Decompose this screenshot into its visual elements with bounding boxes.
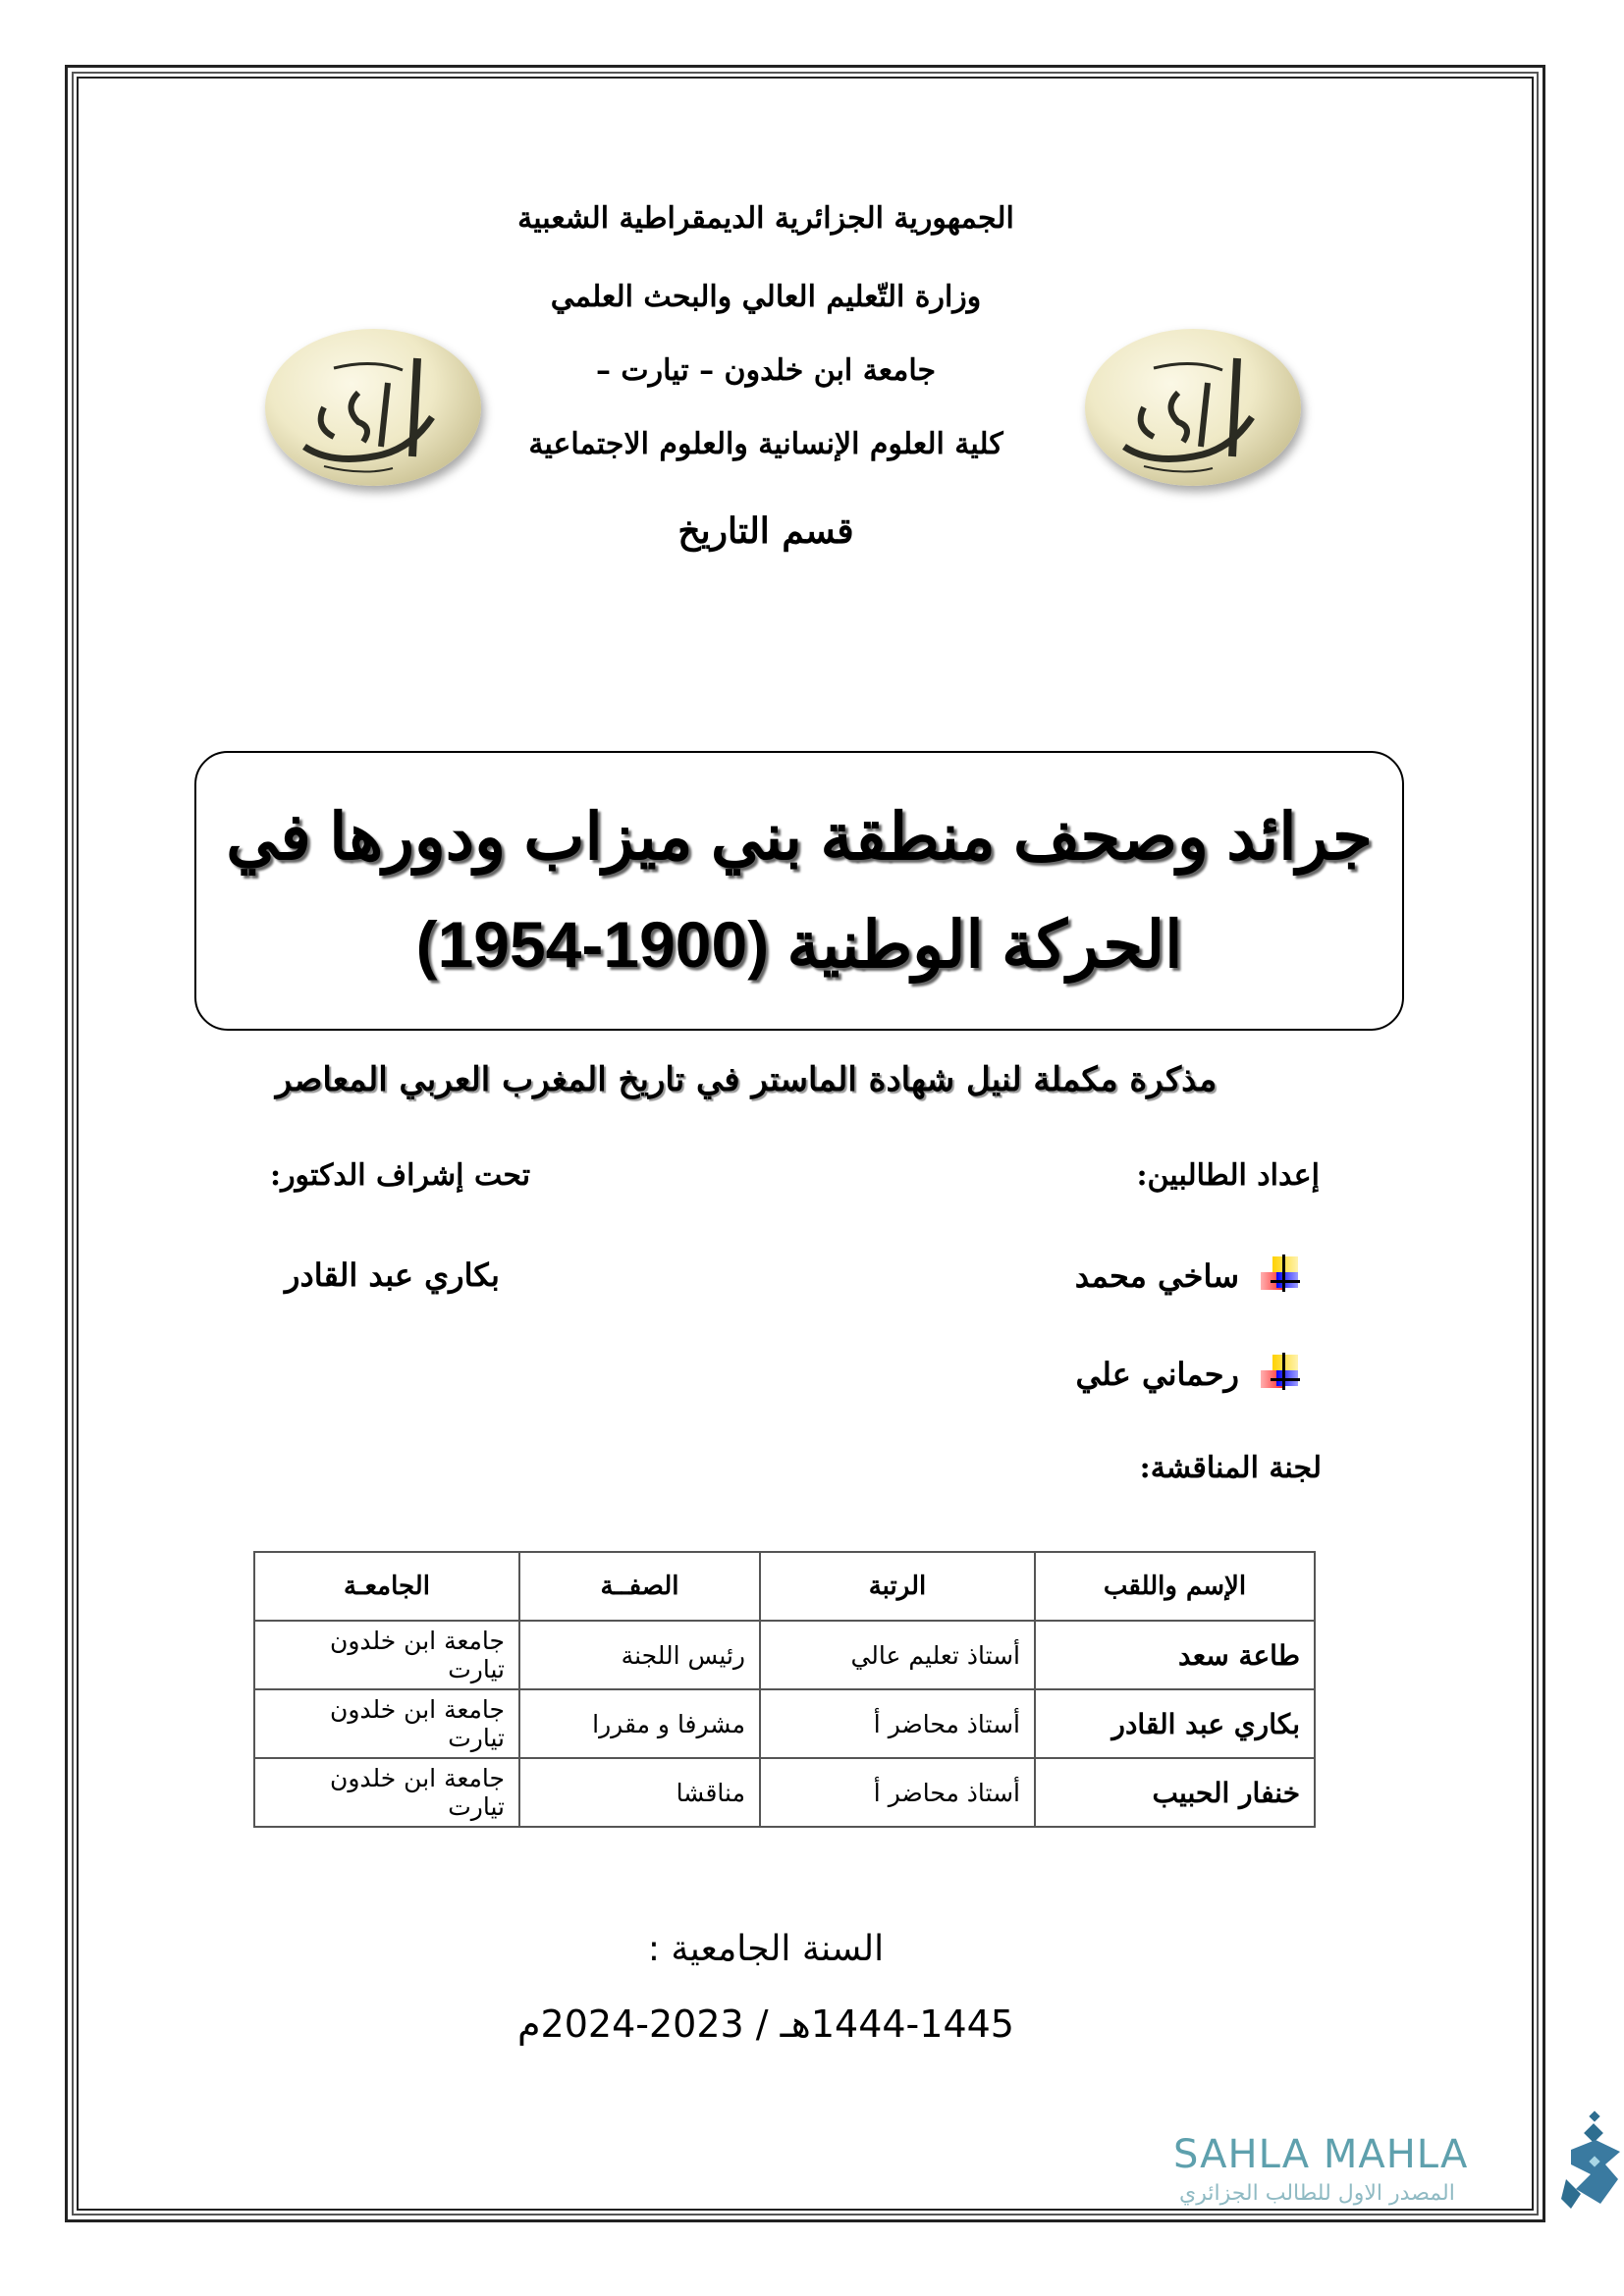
member-role: مشرفا و مقررا	[519, 1689, 760, 1758]
faculty-heading: كلية العلوم الإنسانية والعلوم الاجتماعية	[528, 427, 1003, 461]
member-rank: أستاذ محاضر أ	[760, 1758, 1035, 1827]
member-rank: أستاذ محاضر أ	[760, 1689, 1035, 1758]
student-item	[1075, 1355, 1300, 1394]
student-name: ساخي محمد	[1074, 1257, 1239, 1295]
table-row	[254, 1689, 1315, 1758]
university-heading: جامعة ابن خلدون – تيارت –	[595, 353, 937, 388]
member-university: جامعة ابن خلدون تيارت	[254, 1758, 519, 1827]
colored-cross-bullet-icon	[1261, 1256, 1300, 1296]
member-rank: أستاذ تعليم عالي	[760, 1621, 1035, 1689]
watermark-tagline: المصدر الاول للطالب الجزائري	[1179, 2181, 1455, 2206]
committee-table	[253, 1551, 1316, 1828]
department-heading: قسم التاريخ	[677, 510, 854, 552]
column-header-rank: الرتبة	[760, 1552, 1035, 1621]
academic-year-label: السنة الجامعية :	[647, 1929, 885, 1969]
colored-cross-bullet-icon	[1261, 1355, 1300, 1394]
column-header-university: الجامعـة	[254, 1552, 519, 1621]
thesis-subtitle: مذكرة مكملة لنيل شهادة الماستر في تاريخ المغرب العربي المعاصر	[275, 1060, 1218, 1099]
sahla-mahla-logo-icon	[1561, 2110, 1624, 2218]
member-role: رئيس اللجنة	[519, 1621, 760, 1689]
table-row	[254, 1621, 1315, 1689]
students-label: إعداد الطالبين:	[1136, 1158, 1320, 1193]
student-item	[1075, 1256, 1300, 1296]
table-row	[254, 1758, 1315, 1827]
supervisor-name: بكاري عبد القادر	[285, 1256, 500, 1294]
member-name: بكاري عبد القادر	[1035, 1689, 1315, 1758]
column-header-role: الصفــة	[519, 1552, 760, 1621]
thesis-title-box	[194, 751, 1404, 1031]
member-role: مناقشا	[519, 1758, 760, 1827]
column-header-name: الإسم واللقب	[1035, 1552, 1315, 1621]
member-name: خنفار الحبيب	[1035, 1758, 1315, 1827]
committee-label: لجنة المناقشة:	[1139, 1451, 1322, 1485]
thesis-title-line-2: الحركة الوطنية (1900-1954)	[415, 908, 1183, 981]
member-university: جامعة ابن خلدون تيارت	[254, 1621, 519, 1689]
sahla-mahla-watermark	[1173, 2120, 1566, 2238]
republic-heading: الجمهورية الجزائرية الديمقراطية الشعبية	[517, 201, 1014, 236]
table-header-row	[254, 1552, 1315, 1621]
university-seal-icon	[265, 329, 481, 486]
supervisor-label: تحت إشراف الدكتور:	[270, 1158, 531, 1193]
member-name: طاعة سعد	[1035, 1621, 1315, 1689]
thesis-title-line-1: جرائد وصحف منطقة بني ميزاب ودورها في	[226, 800, 1373, 873]
member-university: جامعة ابن خلدون تيارت	[254, 1689, 519, 1758]
ministry-heading: وزارة التّعليم العالي والبحث العلمي	[550, 280, 982, 314]
student-name: رحماني علي	[1075, 1356, 1239, 1393]
watermark-brand: SAHLA MAHLA	[1173, 2132, 1469, 2177]
academic-year-value: 1444-1445هـ / 2023-2024م	[517, 2002, 1014, 2046]
university-seal-icon	[1085, 329, 1301, 486]
